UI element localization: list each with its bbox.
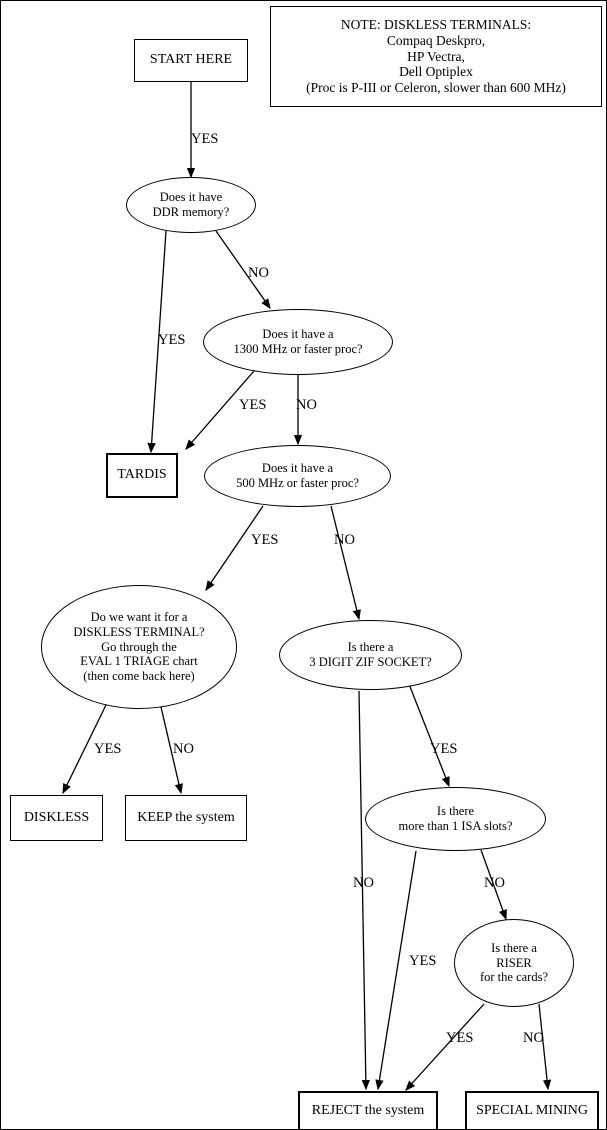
node-riser-question[interactable] [454,919,574,1007]
edge-label-proc500-yes: YES [251,532,279,548]
note-line-2: HP Vectra, [407,48,465,64]
node-special-mining[interactable] [465,1091,599,1130]
edge-label-ddr-yes: YES [158,332,186,348]
node-special-mining-label: SPECIAL MINING [476,1102,588,1118]
edge-label-zif-yes: YES [430,741,458,757]
node-diskless-line-2: Go through the [101,639,177,654]
node-diskless-line-4: (then come back here) [83,669,195,684]
node-start-here-label: START HERE [149,52,233,68]
edge-label-isa-yes: YES [409,953,437,969]
note-line-1: Compaq Deskpro, [386,32,486,48]
node-isa-slots-question[interactable] [365,787,546,851]
node-proc500-line-1: 500 MHz or faster proc? [236,476,359,490]
edge-label-start-yes: YES [191,131,219,147]
note-box [270,6,602,107]
node-proc-1300-question[interactable] [203,309,393,375]
edge-label-riser-no: NO [523,1030,544,1046]
node-tardis[interactable] [106,453,178,498]
node-proc1300-line-0: Does it have a [262,327,334,342]
node-isa-line-1: more than 1 ISA slots? [398,819,513,833]
node-reject-system-label: REJECT the system [311,1102,425,1118]
node-ddr-line-0: Does it have [159,190,223,205]
node-riser-line-2: for the cards? [479,970,549,985]
edge-label-proc1300-no: NO [296,397,317,413]
node-riser-line-1: RISER [496,955,532,970]
node-diskless-line-1: DISKLESS TERMINAL? [73,624,205,639]
note-line-3: Dell Optiplex [399,64,473,80]
edge-label-riser-yes: YES [446,1030,474,1046]
node-zif-socket-question[interactable] [279,620,462,690]
node-proc1300-line-1: 1300 MHz or faster proc? [233,342,363,356]
edge-label-zif-no: NO [353,875,374,891]
node-zif-line-1: 3 DIGIT ZIF SOCKET? [309,655,432,669]
node-reject-system[interactable] [298,1091,438,1130]
node-riser-line-0: Is there a [491,940,537,955]
node-zif-line-0: Is there a [347,640,394,655]
node-ddr-line-1: DDR memory? [152,205,230,219]
node-diskless-output-label: DISKLESS [23,809,90,825]
node-diskless-line-3: EVAL 1 TRIAGE chart [80,654,198,669]
node-start-here[interactable] [134,39,248,82]
edge-label-isa-no: NO [484,875,505,891]
node-tardis-label: TARDIS [117,467,167,483]
node-proc-500-question[interactable] [204,445,391,507]
edge-label-diskless-yes: YES [94,741,122,757]
edge-label-proc500-no: NO [334,532,355,548]
edge-label-ddr-no: NO [248,265,269,281]
node-diskless-line-0: Do we want it for a [90,610,188,625]
edge-label-proc1300-yes: YES [239,397,267,413]
node-diskless-output[interactable] [10,795,103,841]
note-line-4: (Proc is P-III or Celeron, slower than 600 MHz) [306,80,566,96]
node-diskless-terminal-question[interactable] [41,585,237,709]
note-line-0: NOTE: DISKLESS TERMINALS: [340,16,532,32]
node-keep-system[interactable] [125,795,247,841]
node-isa-line-0: Is there [436,804,475,819]
edge-label-diskless-no: NO [173,741,194,757]
node-ddr-memory-question[interactable] [126,177,256,233]
node-keep-system-label: KEEP the system [137,809,235,825]
node-proc500-line-0: Does it have a [261,461,334,476]
